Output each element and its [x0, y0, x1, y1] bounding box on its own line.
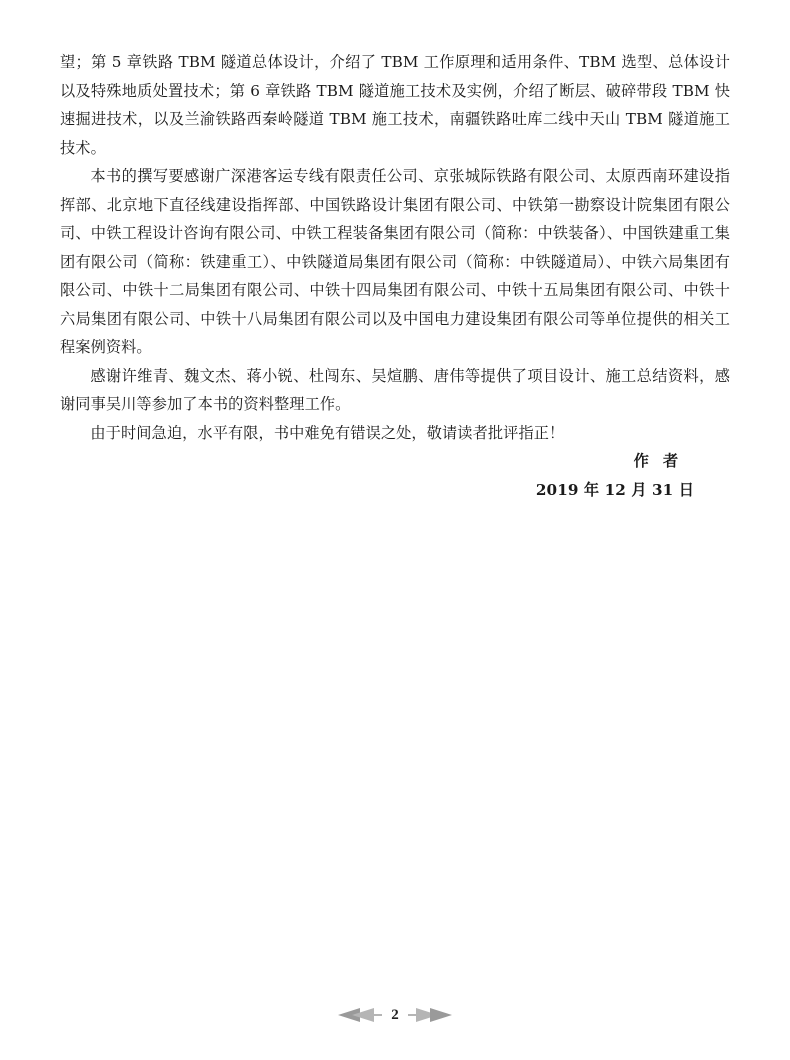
page-body [60, 48, 730, 504]
page-footer [0, 1000, 790, 1030]
paragraph-apology: 由于时间急迫，水平有限，书中难免有错误之处，敬请读者批评指正！ [90, 423, 565, 442]
paragraph-acknowledgement-organizations: 本书的撰写要感谢广深港客运专线有限责任公司、京张城际铁路有限公司、太原西南环建设指挥部、北京地下直径线建设指挥部、中国铁路设计集团有限公司、中铁第一勘察设计院集团有限公司、中铁工程设计咨询有限公司、中铁工程装备集团有限公司（简称：中铁装备）、中国铁建重工集团有限公司（简称：铁建重工）、中铁隧道局集团有限公司（简称：中铁隧道局）、中铁六局集团有限公司、中铁十二局集团有限公司、中铁十四局集团有限公司、中铁十五局集团有限公司、中铁十六局集团有限公司、中铁十八局集团有限公司以及中国电力建设集团有限公司等单位提供的相关工程案例资料。 [60, 167, 730, 356]
right-arrow-icon [408, 1006, 452, 1024]
page-number: 2 [391, 1006, 399, 1023]
paragraph-acknowledgement-people: 感谢许维青、魏文杰、蒋小锐、杜闯东、吴煊鹏、唐伟等提供了项目设计、施工总结资料，感谢同事吴川等参加了本书的资料整理工作。 [60, 366, 730, 413]
paragraph-chapter-summary: 望；第 5 章铁路 TBM 隧道总体设计，介绍了 TBM 工作原理和适用条件、TBM 选型、总体设计以及特殊地质处置技术；第 6 章铁路 TBM 隧道施工技术及实例，介绍了断层、破碎带段 TBM 快速掘进技术，以及兰渝铁路西秦岭隧道 TBM 施工技术，南疆铁路吐库二线中天山 TBM 隧道施工技术。 [60, 53, 730, 157]
left-arrow-icon [338, 1006, 382, 1024]
signature-author: 作者 [633, 452, 692, 470]
signature-date: 2019 年 12 月 31 日 [535, 480, 694, 499]
